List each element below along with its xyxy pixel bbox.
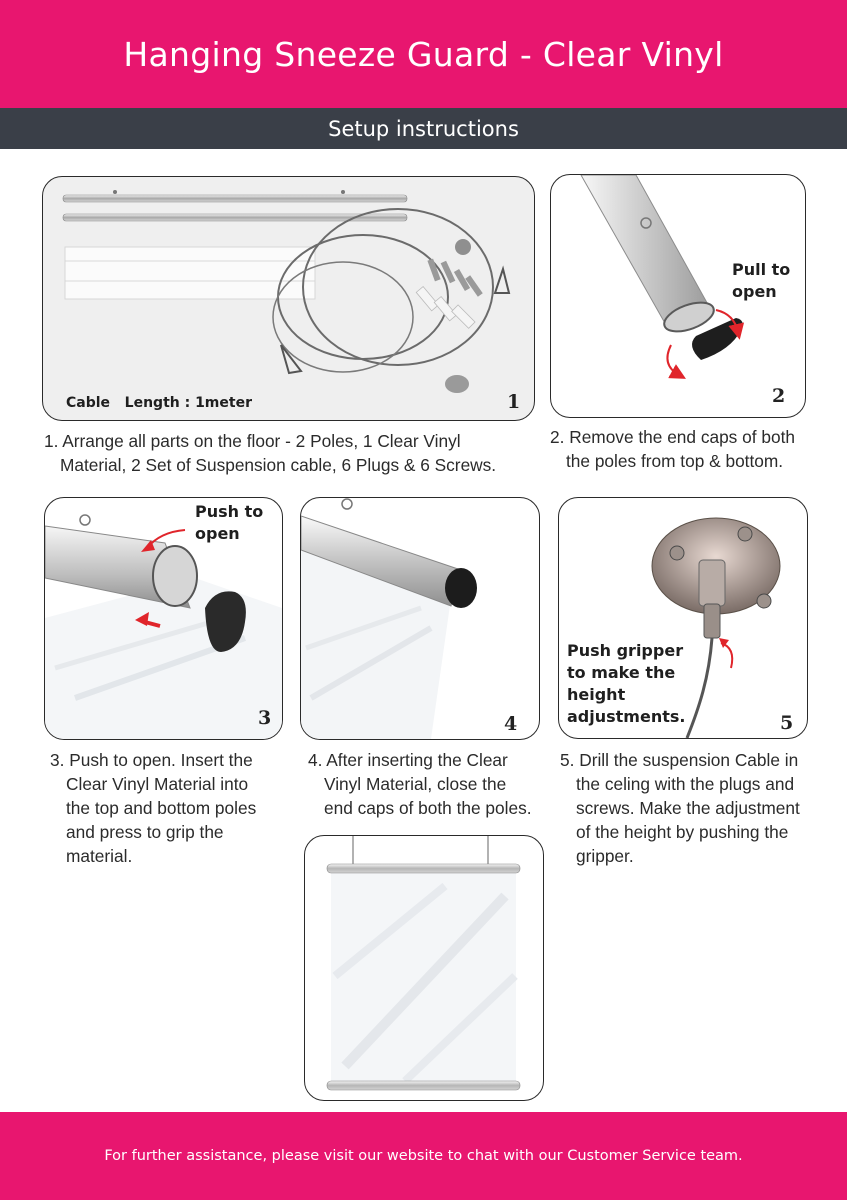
caption-line: 5. Drill the suspension Cable in	[560, 750, 799, 770]
parts-illustration	[43, 177, 534, 420]
note-line: to make the	[567, 663, 676, 682]
note-line: height	[567, 685, 626, 704]
page-footer	[0, 1112, 847, 1200]
note-line: adjustments.	[567, 707, 686, 726]
caption-line: Material, 2 Set of Suspension cable, 6 Plugs & 6 Screws.	[60, 455, 497, 475]
caption-line: end caps of both the poles.	[324, 798, 532, 818]
caption-line: 1. Arrange all parts on the floor - 2 Poles, 1 Clear Vinyl	[44, 431, 461, 451]
push-to-open-note	[195, 501, 263, 545]
step-5-panel	[558, 497, 808, 739]
caption-line: gripper.	[576, 846, 634, 866]
step-2-caption	[550, 425, 795, 473]
caption-line: the poles from top & bottom.	[566, 451, 784, 471]
note-line: open	[195, 524, 240, 543]
caption-line: 3. Push to open. Insert the	[50, 750, 253, 770]
close-caps-illustration	[301, 498, 539, 739]
step-5-caption	[560, 748, 800, 868]
footer-text: For further assistance, please visit our website to chat with our Customer Service team.	[104, 1148, 743, 1164]
push-gripper-note	[567, 640, 685, 728]
step-3-panel	[44, 497, 283, 740]
step-3-caption	[50, 748, 256, 868]
caption-line: the top and bottom poles	[66, 798, 257, 818]
step-1-number: 1	[507, 391, 521, 413]
step-3-number: 3	[258, 707, 272, 729]
note-line: Push gripper	[567, 641, 684, 660]
note-line: open	[732, 282, 777, 301]
cable-length-note: Cable Length : 1meter	[66, 395, 252, 411]
caption-line: 4. After inserting the Clear	[308, 750, 508, 770]
assembled-sneeze-guard-illustration	[305, 836, 543, 1100]
step-1-caption	[44, 429, 496, 477]
caption-line: Vinyl Material, close the	[324, 774, 507, 794]
step-4-number: 4	[504, 713, 518, 735]
caption-line: material.	[66, 846, 133, 866]
note-line: Pull to	[732, 260, 791, 279]
section-title: Setup instructions	[328, 116, 519, 141]
caption-line: the celing with the plugs and	[576, 774, 795, 794]
step-2-panel	[550, 174, 806, 418]
page-title: Hanging Sneeze Guard - Clear Vinyl	[123, 34, 724, 74]
step-5-number: 5	[780, 712, 794, 734]
note-line: Push to	[195, 502, 264, 521]
sub-header-bar	[0, 108, 847, 149]
caption-line: Clear Vinyl Material into	[66, 774, 249, 794]
caption-line: 2. Remove the end caps of both	[550, 427, 795, 447]
step-1-panel	[42, 176, 535, 421]
caption-line: and press to grip the	[66, 822, 224, 842]
pull-to-open-note	[732, 259, 790, 303]
final-assembly-panel	[304, 835, 544, 1101]
step-4-panel	[300, 497, 540, 740]
step-4-caption	[308, 748, 532, 820]
step-2-number: 2	[772, 385, 786, 407]
caption-line: of the height by pushing the	[576, 822, 789, 842]
caption-line: screws. Make the adjustment	[576, 798, 800, 818]
page-header	[0, 0, 847, 108]
